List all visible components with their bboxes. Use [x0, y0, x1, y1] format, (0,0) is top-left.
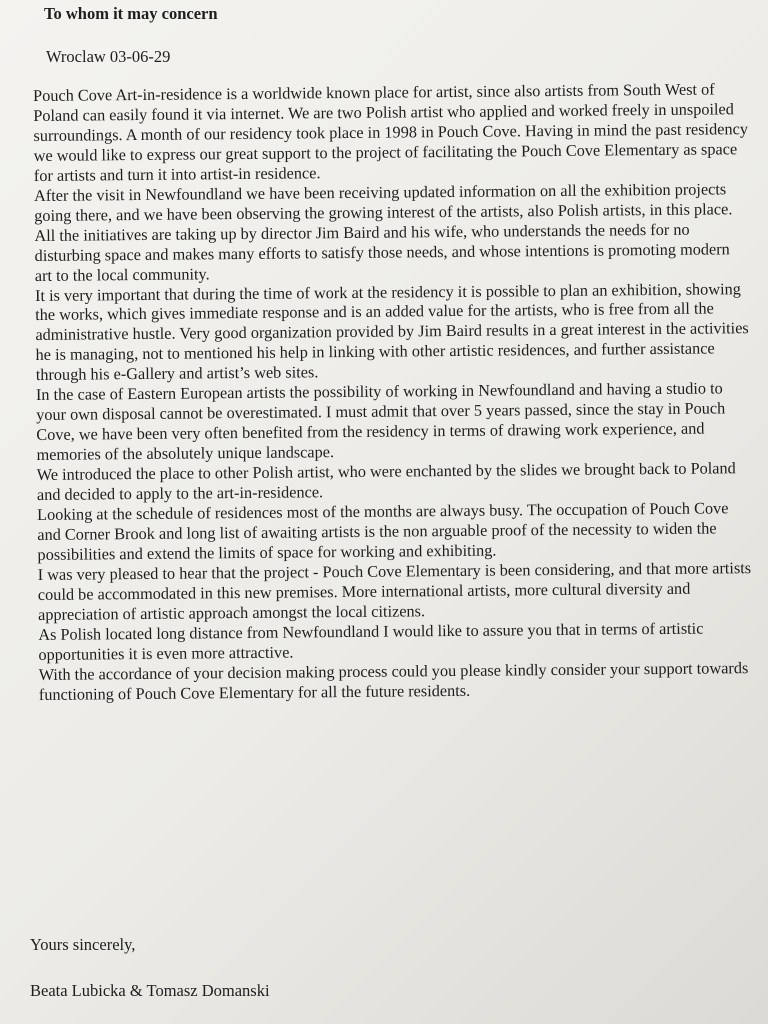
- body-paragraph: We introduced the place to other Polish artist, who were enchanted by the slides we brought back to Poland and decided to apply to the art-in-residence.: [36, 458, 736, 505]
- body-paragraph: In the case of Eastern European artists the possibility of working in Newfoundland and having a studio to your own disposal cannot be overestimated. I must admit that over 5 years passed, since the stay in Pouch Cove, we have been very often benefited from the residency in terms of drawing work experience, and memories of the absolutely unique landscape.: [35, 378, 726, 465]
- body-paragraph: After the visit in Newfoundland we have been receiving updated information on all the exhibition projects going there, and we have been observing the growing interest of the artists, also Polish artists, in this place. All the initiatives are taking up by director Jim Baird and his wife, who understands the needs for no disturbing space and makes many efforts to satisfy those needs, and whose intentions is promoting modern art to the local community.: [33, 179, 733, 285]
- body-paragraph: Pouch Cove Art-in-residence is a worldwide known place for artist, since also artists from South West of Poland can easily found it via internet. We are two Polish artist who applied and worked freely in unspoiled surroundings. A month of our residency took place in 1998 in Pouch Cove. Having in mind the past residency we would like to express our great support to the project of facilitating the Pouch Cove Elementary as space for artists and turn it into artist-in residence.: [33, 79, 749, 185]
- body-paragraph: Looking at the schedule of residences most of the months are always busy. The occupation of Pouch Cove and Corner Brook and long list of awaiting artists is the non arguable proof of the necessity to widen the possibilities and extend the limits of space for working and exhibiting.: [37, 498, 729, 564]
- letter-body: [33, 79, 754, 704]
- body-paragraph: As Polish located long distance from Newfoundland I would like to assure you that in terms of artistic opportunities it is even more attractive.: [38, 618, 704, 664]
- body-paragraph: With the accordance of your decision making process could you please kindly consider your support towards functioning of Pouch Cove Elementary for all the future residents.: [38, 657, 749, 704]
- body-paragraph: I was very pleased to hear that the project - Pouch Cove Elementary is been considering, and that more artists could be accommodated in this new premises. More international artists, more cultural diversity and appreciation of artistic approach amongst the local citizens.: [37, 558, 752, 624]
- letter-date: Wroclaw 03-06-29: [46, 47, 171, 66]
- letter-signature: Beata Lubicka & Tomasz Domanski: [30, 981, 270, 1000]
- letter-heading: To whom it may concern: [44, 4, 218, 23]
- letter-closing: Yours sincerely,: [30, 935, 136, 954]
- body-paragraph: It is very important that during the time of work at the residency it is possible to plan an exhibition, showing the works, which gives immediate response and is an added value for the artists, who is free from all the administrative hustle. Very good organization provided by Jim Baird results in a great interest in the activities he is managing, not to mentioned his help in linking with other artistic residences, and further assistance through his e-Gallery and artist’s web sites.: [34, 278, 749, 385]
